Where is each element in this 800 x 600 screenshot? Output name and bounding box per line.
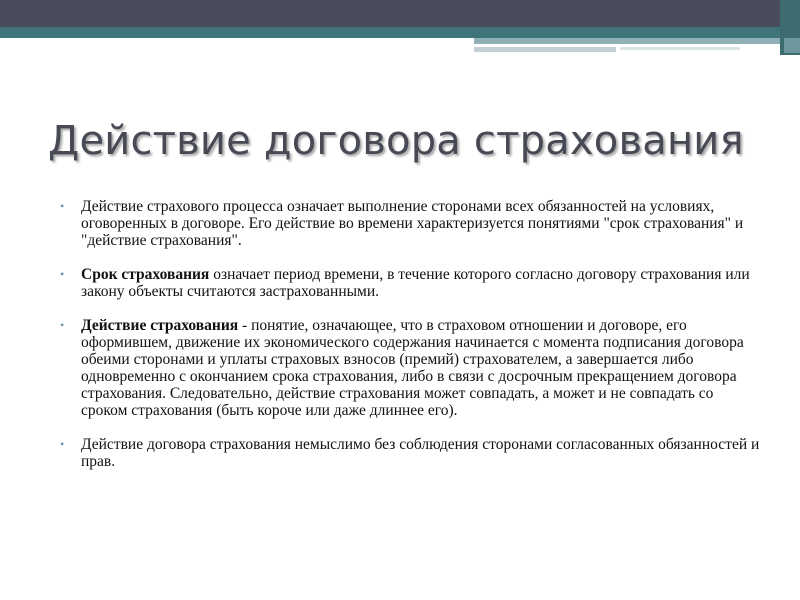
item-text: Действие страхового процесса означает выполнение сторонами всех обязанностей на условиях, оговоренных в договоре. Его действие во времени характеризуется понятиями "срок страхования" и "действие страхования". (81, 198, 744, 249)
item-text: - понятие, означающее, что в страховом отношении и договоре, его оформившем, движение их экономического содержания начинается с момента подписания договора обеими сторонами и уплаты страховых взносов (премий) страхователем, а завершается либо одновременно с окончанием срока страхования, либо в связи с досрочным прекращением договора страхования. Следовательно, действие страхования может совпадать, а может и не совпадать со сроком страхования (быть короче или даже длиннее его). (81, 317, 744, 419)
list-item (60, 317, 760, 419)
item-text: Действие договора страхования немыслимо без соблюдения сторонами согласованных обязанностей и прав. (81, 436, 760, 470)
bullet-icon: • (60, 437, 65, 451)
bullet-list (60, 198, 760, 487)
bullet-icon: • (60, 318, 65, 332)
header-band-teal-light (474, 38, 800, 44)
list-item (60, 436, 760, 470)
item-bold-term: Действие страхования (81, 317, 239, 334)
header-band-dark (0, 0, 800, 27)
header-band-teal (0, 27, 800, 38)
header-band-gray (474, 47, 616, 52)
bullet-icon: • (60, 267, 65, 281)
item-bold-term: Срок страхования (81, 266, 210, 283)
slide-title: Действие договора страхования (48, 118, 744, 164)
list-item (60, 266, 760, 300)
header-band-gray-thin (620, 47, 740, 50)
list-item (60, 198, 760, 249)
bullet-icon: • (60, 199, 65, 213)
header-corner-mid (784, 38, 800, 53)
item-text: означает период времени, в течение которого согласно договору страхования или закону объекты считаются застрахованными. (81, 266, 750, 300)
